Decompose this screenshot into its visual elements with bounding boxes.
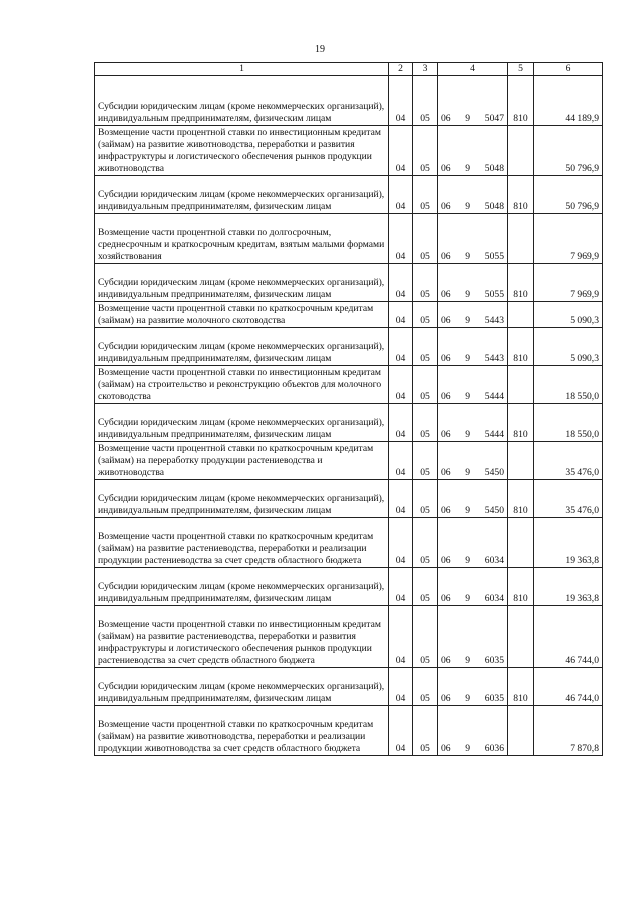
article-code: 5055	[484, 289, 504, 300]
subsection-code: 05	[413, 706, 438, 756]
amount: 7 969,9	[534, 264, 603, 302]
subprogram-code: 9	[465, 251, 471, 262]
program-code: 06	[441, 593, 451, 604]
subprogram-code: 9	[465, 505, 471, 516]
amount: 7 870,8	[534, 706, 603, 756]
amount: 50 796,9	[534, 126, 603, 176]
target-article-code	[438, 518, 508, 568]
amount: 46 744,0	[534, 668, 603, 706]
expense-type-code: 810	[508, 264, 534, 302]
program-code: 06	[441, 315, 451, 326]
article-code: 5055	[484, 251, 504, 262]
header-col-4: 4	[438, 63, 508, 76]
row-description: Возмещение части процентной ставки по краткосрочным кредитам (займам) на переработку продукции растениеводства и животноводства	[95, 442, 389, 480]
section-code: 04	[389, 264, 413, 302]
article-code: 6035	[484, 693, 504, 704]
subsection-code: 05	[413, 606, 438, 668]
table-row	[95, 480, 603, 518]
target-article-code	[438, 480, 508, 518]
amount: 44 189,9	[534, 76, 603, 126]
article-code: 6036	[484, 743, 504, 754]
program-code: 06	[441, 391, 451, 402]
target-article-code	[438, 706, 508, 756]
expense-type-code	[508, 366, 534, 404]
target-article-code	[438, 404, 508, 442]
program-code: 06	[441, 555, 451, 566]
row-description: Возмещение части процентной ставки по инвестиционным кредитам (займам) на развитие животноводства, переработки и развития инфраструктуры и логистического обеспечения рынков продукции животноводства	[95, 126, 389, 176]
target-article-code	[438, 606, 508, 668]
subsection-code: 05	[413, 328, 438, 366]
table-row	[95, 606, 603, 668]
program-code: 06	[441, 505, 451, 516]
amount: 18 550,0	[534, 404, 603, 442]
row-description: Субсидии юридическим лицам (кроме некоммерческих организаций), индивидуальным предпринимателям, физическим лицам	[95, 328, 389, 366]
expense-type-code	[508, 442, 534, 480]
budget-table	[94, 62, 603, 756]
subsection-code: 05	[413, 76, 438, 126]
article-code: 5444	[484, 429, 504, 440]
expense-type-code	[508, 706, 534, 756]
subprogram-code: 9	[465, 353, 471, 364]
amount: 5 090,3	[534, 328, 603, 366]
subprogram-code: 9	[465, 593, 471, 604]
section-code: 04	[389, 706, 413, 756]
expense-type-code: 810	[508, 668, 534, 706]
row-description: Субсидии юридическим лицам (кроме некоммерческих организаций), индивидуальным предпринимателям, физическим лицам	[95, 668, 389, 706]
subprogram-code: 9	[465, 201, 471, 212]
table-row	[95, 76, 603, 126]
section-code: 04	[389, 606, 413, 668]
article-code: 5048	[484, 163, 504, 174]
expense-type-code: 810	[508, 568, 534, 606]
subprogram-code: 9	[465, 315, 471, 326]
section-code: 04	[389, 302, 413, 328]
row-description: Возмещение части процентной ставки по краткосрочным кредитам (займам) на развитие растениеводства, переработки и реализации продукции растениеводства за счет средств областного бюджета	[95, 518, 389, 568]
expense-type-code: 810	[508, 176, 534, 214]
subsection-code: 05	[413, 568, 438, 606]
article-code: 6034	[484, 555, 504, 566]
subsection-code: 05	[413, 214, 438, 264]
target-article-code	[438, 328, 508, 366]
table-row	[95, 442, 603, 480]
expense-type-code	[508, 214, 534, 264]
article-code: 5444	[484, 391, 504, 402]
expense-type-code	[508, 126, 534, 176]
header-col-6: 6	[534, 63, 603, 76]
table-row	[95, 264, 603, 302]
amount: 5 090,3	[534, 302, 603, 328]
program-code: 06	[441, 113, 451, 124]
table-row	[95, 518, 603, 568]
row-description: Субсидии юридическим лицам (кроме некоммерческих организаций), индивидуальным предпринимателям, физическим лицам	[95, 176, 389, 214]
section-code: 04	[389, 366, 413, 404]
row-description: Субсидии юридическим лицам (кроме некоммерческих организаций), индивидуальным предпринимателям, физическим лицам	[95, 480, 389, 518]
row-description: Субсидии юридическим лицам (кроме некоммерческих организаций), индивидуальным предпринимателям, физическим лицам	[95, 404, 389, 442]
article-code: 5047	[484, 113, 504, 124]
section-code: 04	[389, 404, 413, 442]
program-code: 06	[441, 251, 451, 262]
subsection-code: 05	[413, 126, 438, 176]
table-row	[95, 366, 603, 404]
section-code: 04	[389, 76, 413, 126]
amount: 7 969,9	[534, 214, 603, 264]
expense-type-code: 810	[508, 76, 534, 126]
section-code: 04	[389, 668, 413, 706]
program-code: 06	[441, 655, 451, 666]
table-row	[95, 214, 603, 264]
subsection-code: 05	[413, 302, 438, 328]
header-row	[95, 63, 603, 76]
table-row	[95, 706, 603, 756]
section-code: 04	[389, 568, 413, 606]
subsection-code: 05	[413, 668, 438, 706]
article-code: 5443	[484, 315, 504, 326]
subprogram-code: 9	[465, 429, 471, 440]
subprogram-code: 9	[465, 163, 471, 174]
section-code: 04	[389, 480, 413, 518]
expense-type-code: 810	[508, 328, 534, 366]
section-code: 04	[389, 328, 413, 366]
amount: 35 476,0	[534, 442, 603, 480]
target-article-code	[438, 76, 508, 126]
amount: 50 796,9	[534, 176, 603, 214]
expense-type-code: 810	[508, 480, 534, 518]
target-article-code	[438, 264, 508, 302]
expense-type-code	[508, 302, 534, 328]
article-code: 6034	[484, 593, 504, 604]
section-code: 04	[389, 442, 413, 480]
row-description: Субсидии юридическим лицам (кроме некоммерческих организаций), индивидуальным предпринимателям, физическим лицам	[95, 568, 389, 606]
program-code: 06	[441, 743, 451, 754]
amount: 18 550,0	[534, 366, 603, 404]
subprogram-code: 9	[465, 467, 471, 478]
expense-type-code	[508, 606, 534, 668]
article-code: 5048	[484, 201, 504, 212]
table-row	[95, 302, 603, 328]
article-code: 5450	[484, 467, 504, 478]
row-description: Возмещение части процентной ставки по инвестиционным кредитам (займам) на строительство и реконструкцию объектов для молочного скотоводства	[95, 366, 389, 404]
amount: 35 476,0	[534, 480, 603, 518]
table-row	[95, 328, 603, 366]
article-code: 5450	[484, 505, 504, 516]
target-article-code	[438, 568, 508, 606]
section-code: 04	[389, 518, 413, 568]
row-description: Субсидии юридическим лицам (кроме некоммерческих организаций), индивидуальным предпринимателям, физическим лицам	[95, 76, 389, 126]
section-code: 04	[389, 126, 413, 176]
row-description: Возмещение части процентной ставки по инвестиционным кредитам (займам) на развитие растениеводства, переработки и развития инфраструктуры и логистического обеспечения рынков продукции растениеводства за счет средств областного бюджета	[95, 606, 389, 668]
subprogram-code: 9	[465, 555, 471, 566]
table-row	[95, 568, 603, 606]
row-description: Субсидии юридическим лицам (кроме некоммерческих организаций), индивидуальным предпринимателям, физическим лицам	[95, 264, 389, 302]
header-col-3: 3	[413, 63, 438, 76]
target-article-code	[438, 214, 508, 264]
subsection-code: 05	[413, 442, 438, 480]
table-row	[95, 404, 603, 442]
program-code: 06	[441, 429, 451, 440]
program-code: 06	[441, 289, 451, 300]
subsection-code: 05	[413, 264, 438, 302]
header-col-1: 1	[95, 63, 389, 76]
subprogram-code: 9	[465, 113, 471, 124]
target-article-code	[438, 302, 508, 328]
article-code: 5443	[484, 353, 504, 364]
amount: 46 744,0	[534, 606, 603, 668]
expense-type-code: 810	[508, 404, 534, 442]
target-article-code	[438, 668, 508, 706]
article-code: 6035	[484, 655, 504, 666]
program-code: 06	[441, 201, 451, 212]
amount: 19 363,8	[534, 568, 603, 606]
subprogram-code: 9	[465, 743, 471, 754]
program-code: 06	[441, 353, 451, 364]
program-code: 06	[441, 467, 451, 478]
subsection-code: 05	[413, 518, 438, 568]
row-description: Возмещение части процентной ставки по краткосрочным кредитам (займам) на развитие молочного скотоводства	[95, 302, 389, 328]
subprogram-code: 9	[465, 655, 471, 666]
expense-type-code	[508, 518, 534, 568]
row-description: Возмещение части процентной ставки по краткосрочным кредитам (займам) на развитие животноводства, переработки и реализации продукции животноводства за счет средств областного бюджета	[95, 706, 389, 756]
program-code: 06	[441, 693, 451, 704]
target-article-code	[438, 176, 508, 214]
header-col-2: 2	[389, 63, 413, 76]
page-number: 19	[315, 44, 325, 55]
section-code: 04	[389, 214, 413, 264]
program-code: 06	[441, 163, 451, 174]
subsection-code: 05	[413, 366, 438, 404]
target-article-code	[438, 442, 508, 480]
subsection-code: 05	[413, 404, 438, 442]
target-article-code	[438, 126, 508, 176]
subsection-code: 05	[413, 176, 438, 214]
target-article-code	[438, 366, 508, 404]
header-col-5: 5	[508, 63, 534, 76]
subprogram-code: 9	[465, 289, 471, 300]
section-code: 04	[389, 176, 413, 214]
table-row	[95, 176, 603, 214]
table-row	[95, 668, 603, 706]
subprogram-code: 9	[465, 391, 471, 402]
row-description: Возмещение части процентной ставки по долгосрочным, среднесрочным и краткосрочным кредитам, взятым малыми формами хозяйствования	[95, 214, 389, 264]
amount: 19 363,8	[534, 518, 603, 568]
subprogram-code: 9	[465, 693, 471, 704]
subsection-code: 05	[413, 480, 438, 518]
table-row	[95, 126, 603, 176]
